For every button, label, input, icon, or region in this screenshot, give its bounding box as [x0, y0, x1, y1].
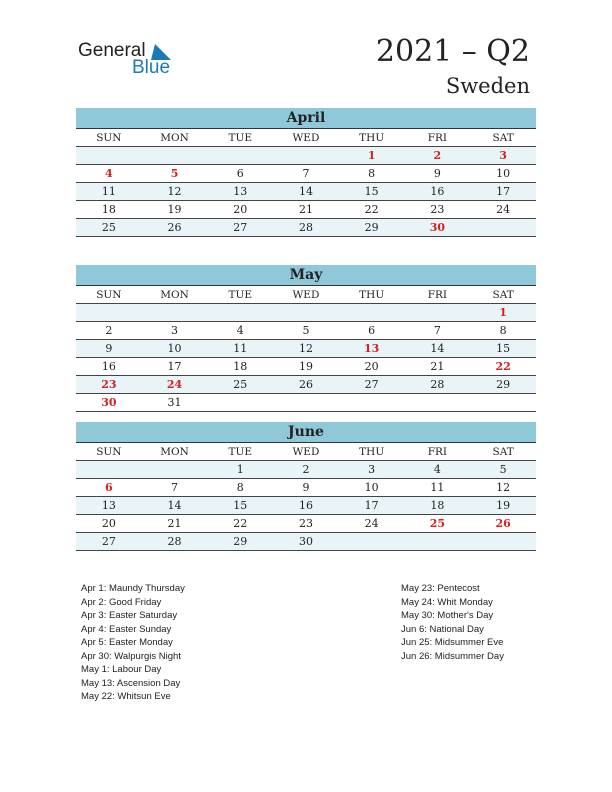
day-cell: 24: [142, 376, 208, 394]
day-cell: [207, 394, 273, 412]
day-cell: 4: [207, 322, 273, 340]
week-row: [76, 147, 536, 165]
day-cell: 9: [405, 165, 471, 183]
day-cell: 6: [76, 479, 142, 497]
day-cell: 25: [76, 219, 142, 237]
day-cell: 10: [470, 165, 536, 183]
week-row: [76, 533, 536, 551]
week-row: [76, 479, 536, 497]
day-cell: 7: [405, 322, 471, 340]
day-cell: [76, 304, 142, 322]
day-cell: 1: [470, 304, 536, 322]
day-cell: 4: [76, 165, 142, 183]
day-cell: 14: [273, 183, 339, 201]
day-cell: 27: [339, 376, 405, 394]
weekday-label: SUN: [76, 443, 142, 461]
weekday-label: WED: [273, 443, 339, 461]
day-cell: [142, 304, 208, 322]
day-cell: 24: [339, 515, 405, 533]
day-cell: 21: [142, 515, 208, 533]
holiday-entry: May 13: Ascension Day: [81, 677, 181, 689]
day-cell: [339, 533, 405, 551]
page-title: 2021 – Q2: [375, 34, 530, 69]
day-cell: 15: [207, 497, 273, 515]
day-cell: 31: [142, 394, 208, 412]
day-cell: 8: [339, 165, 405, 183]
day-cell: 20: [207, 201, 273, 219]
week-row: [76, 201, 536, 219]
weekday-label: THU: [339, 129, 405, 147]
day-cell: 18: [207, 358, 273, 376]
day-cell: 3: [339, 461, 405, 479]
day-cell: [76, 461, 142, 479]
day-cell: 11: [207, 340, 273, 358]
day-cell: 7: [273, 165, 339, 183]
weekday-label: TUE: [207, 286, 273, 304]
day-cell: 19: [142, 201, 208, 219]
day-cell: 2: [76, 322, 142, 340]
day-cell: 8: [207, 479, 273, 497]
day-cell: 2: [273, 461, 339, 479]
day-cell: 30: [76, 394, 142, 412]
weekday-label: TUE: [207, 443, 273, 461]
day-cell: 26: [470, 515, 536, 533]
day-cell: 16: [405, 183, 471, 201]
weekday-label: THU: [339, 286, 405, 304]
holiday-entry: May 23: Pentecost: [401, 583, 480, 594]
day-cell: 28: [142, 533, 208, 551]
holiday-entry: Jun 6: National Day: [401, 623, 484, 635]
week-row: [76, 322, 536, 340]
day-cell: [273, 147, 339, 165]
day-cell: 5: [273, 322, 339, 340]
day-cell: 17: [142, 358, 208, 376]
day-cell: 6: [339, 322, 405, 340]
day-cell: 1: [339, 147, 405, 165]
day-cell: 27: [207, 219, 273, 237]
day-cell: 20: [339, 358, 405, 376]
day-cell: [339, 394, 405, 412]
day-cell: 9: [273, 479, 339, 497]
country-name: Sweden: [445, 74, 530, 98]
day-cell: 25: [405, 515, 471, 533]
day-cell: 9: [76, 340, 142, 358]
weekday-label: TUE: [207, 129, 273, 147]
day-cell: 10: [339, 479, 405, 497]
day-cell: 29: [207, 533, 273, 551]
day-cell: 15: [339, 183, 405, 201]
day-cell: 23: [273, 515, 339, 533]
holiday-entry: May 22: Whitsun Eve: [81, 691, 171, 702]
week-row: [76, 219, 536, 237]
week-row: [76, 165, 536, 183]
day-cell: [76, 147, 142, 165]
holiday-entry: Apr 1: Maundy Thursday: [81, 583, 185, 594]
weekday-label: MON: [142, 286, 208, 304]
day-cell: [470, 219, 536, 237]
week-row: [76, 183, 536, 201]
day-cell: 28: [273, 219, 339, 237]
holiday-entry: Jun 26: Midsummer Day: [401, 650, 504, 662]
day-cell: [142, 461, 208, 479]
weekday-label: MON: [142, 129, 208, 147]
weekday-label: WED: [273, 129, 339, 147]
day-cell: 1: [207, 461, 273, 479]
day-cell: 10: [142, 340, 208, 358]
week-row: [76, 304, 536, 322]
day-cell: 24: [470, 201, 536, 219]
day-cell: 29: [470, 376, 536, 394]
holiday-list-right: [401, 582, 504, 663]
day-cell: 20: [76, 515, 142, 533]
weekday-label: SUN: [76, 129, 142, 147]
brand-blue: Blue: [132, 57, 171, 78]
day-cell: 2: [405, 147, 471, 165]
day-cell: 13: [339, 340, 405, 358]
week-row: [76, 497, 536, 515]
weekday-label: SUN: [76, 286, 142, 304]
weekday-label: SAT: [470, 286, 536, 304]
month-calendar-april: [76, 108, 536, 237]
brand-logo: [78, 40, 171, 78]
week-row: [76, 358, 536, 376]
day-cell: 13: [207, 183, 273, 201]
day-cell: 12: [470, 479, 536, 497]
day-cell: 3: [142, 322, 208, 340]
day-cell: [405, 394, 471, 412]
day-cell: [207, 147, 273, 165]
day-cell: 7: [142, 479, 208, 497]
day-cell: [273, 304, 339, 322]
day-cell: 4: [405, 461, 471, 479]
day-cell: 22: [470, 358, 536, 376]
day-cell: [207, 304, 273, 322]
day-cell: 30: [405, 219, 471, 237]
holiday-list-left: [81, 582, 185, 704]
weekday-label: FRI: [405, 129, 471, 147]
holiday-entry: May 1: Labour Day: [81, 664, 162, 675]
day-cell: [470, 394, 536, 412]
week-row: [76, 340, 536, 358]
month-calendar-june: [76, 422, 536, 551]
day-cell: 21: [273, 201, 339, 219]
day-cell: 5: [142, 165, 208, 183]
month-header: May: [76, 265, 536, 286]
week-row: [76, 394, 536, 412]
holiday-entry: May 24: Whit Monday: [401, 596, 493, 608]
month-header: June: [76, 422, 536, 443]
week-row: [76, 376, 536, 394]
weekday-label: WED: [273, 286, 339, 304]
weekday-label: FRI: [405, 443, 471, 461]
day-cell: 16: [273, 497, 339, 515]
month-grid: [76, 443, 536, 551]
day-cell: 19: [273, 358, 339, 376]
day-cell: [273, 394, 339, 412]
day-cell: 14: [142, 497, 208, 515]
weekday-label: FRI: [405, 286, 471, 304]
day-cell: 12: [273, 340, 339, 358]
day-cell: 16: [76, 358, 142, 376]
day-cell: 29: [339, 219, 405, 237]
day-cell: 25: [207, 376, 273, 394]
month-calendar-may: [76, 265, 536, 412]
day-cell: 22: [339, 201, 405, 219]
day-cell: 15: [470, 340, 536, 358]
day-cell: 30: [273, 533, 339, 551]
week-row: [76, 515, 536, 533]
holiday-entry: Apr 5: Easter Monday: [81, 637, 173, 648]
weekday-label: SAT: [470, 129, 536, 147]
day-cell: 19: [470, 497, 536, 515]
day-cell: 18: [76, 201, 142, 219]
holiday-entry: Apr 4: Easter Sunday: [81, 623, 172, 635]
month-header: April: [76, 108, 536, 129]
weekday-label: MON: [142, 443, 208, 461]
day-cell: [339, 304, 405, 322]
day-cell: 5: [470, 461, 536, 479]
day-cell: 14: [405, 340, 471, 358]
day-cell: [470, 533, 536, 551]
day-cell: 8: [470, 322, 536, 340]
day-cell: 17: [339, 497, 405, 515]
day-cell: 18: [405, 497, 471, 515]
day-cell: [405, 304, 471, 322]
day-cell: 11: [405, 479, 471, 497]
day-cell: 22: [207, 515, 273, 533]
holiday-entry: Apr 2: Good Friday: [81, 596, 162, 608]
month-grid: [76, 129, 536, 237]
day-cell: 11: [76, 183, 142, 201]
week-row: [76, 461, 536, 479]
day-cell: 26: [273, 376, 339, 394]
day-cell: 23: [76, 376, 142, 394]
day-cell: 23: [405, 201, 471, 219]
day-cell: 28: [405, 376, 471, 394]
holiday-entry: May 30: Mother's Day: [401, 610, 494, 621]
day-cell: 26: [142, 219, 208, 237]
day-cell: 17: [470, 183, 536, 201]
weekday-label: SAT: [470, 443, 536, 461]
day-cell: 6: [207, 165, 273, 183]
weekday-label: THU: [339, 443, 405, 461]
day-cell: [142, 147, 208, 165]
brand-general: General: [78, 40, 146, 61]
day-cell: 13: [76, 497, 142, 515]
month-grid: [76, 286, 536, 412]
holiday-entry: Apr 3: Easter Saturday: [81, 610, 178, 621]
day-cell: [405, 533, 471, 551]
holiday-entry: Jun 25: Midsummer Eve: [401, 637, 504, 648]
day-cell: 12: [142, 183, 208, 201]
day-cell: 21: [405, 358, 471, 376]
holiday-entry: Apr 30: Walpurgis Night: [81, 650, 181, 662]
day-cell: 3: [470, 147, 536, 165]
day-cell: 27: [76, 533, 142, 551]
